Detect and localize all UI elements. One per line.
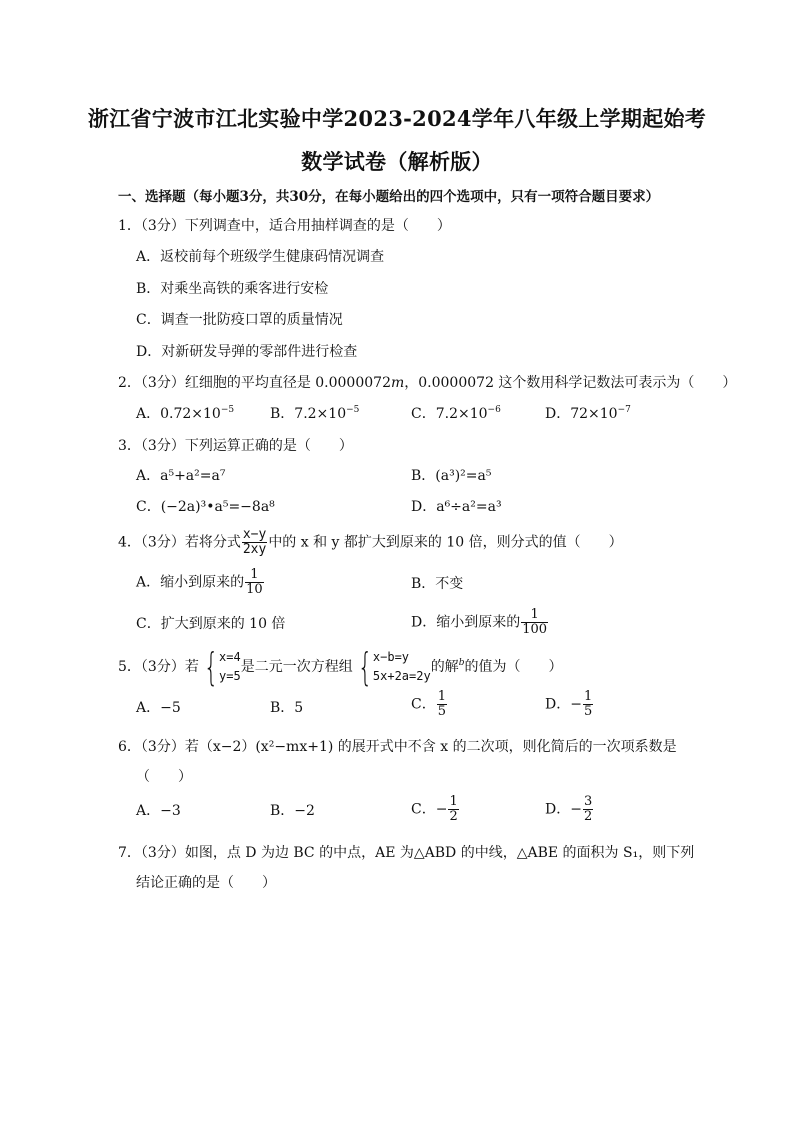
question-4-option-a bbox=[136, 568, 265, 597]
question-4-fraction-denominator: 2xy bbox=[242, 542, 267, 557]
question-2-stem bbox=[118, 373, 736, 393]
question-1-option-a: A．返校前每个班级学生健康码情况调查 bbox=[136, 249, 385, 265]
question-2-option-c-base: C．7.2×10 bbox=[411, 406, 488, 422]
question-2-suffix: ，0.0000072 这个数用科学记数法可表示为（ ） bbox=[404, 375, 737, 391]
question-6-option-c-fraction bbox=[448, 795, 458, 824]
fraction-denominator: 2 bbox=[583, 809, 593, 824]
question-5-suffix-b: 的值为（ ） bbox=[464, 659, 563, 675]
question-2-option-a-exponent: −5 bbox=[220, 405, 235, 415]
equation-line-1: x−b=y bbox=[372, 650, 410, 664]
question-6-option-b: B．−2 bbox=[270, 803, 315, 819]
question-6-option-d-text: D．− bbox=[545, 801, 582, 818]
fraction-numerator: 1 bbox=[521, 608, 548, 623]
question-4-option-c: C．扩大到原来的 10 倍 bbox=[136, 616, 286, 632]
question-2-option-a bbox=[136, 404, 234, 424]
question-5-variable: b bbox=[458, 658, 465, 668]
question-4-option-a-text: A．缩小到原来的 bbox=[136, 574, 245, 591]
question-2-option-d-base: D．72×10 bbox=[545, 406, 618, 422]
question-6-option-d bbox=[545, 795, 594, 824]
fraction-denominator: 100 bbox=[522, 622, 548, 637]
question-4-suffix: 中的 x 和 y 都扩大到原来的 10 倍，则分式的值（ ） bbox=[268, 534, 623, 551]
question-3-option-b: B．(a³)²=a⁵ bbox=[411, 468, 492, 484]
question-3-stem: 3．（3分）下列运算正确的是（ ） bbox=[118, 438, 353, 454]
question-6-option-d-fraction bbox=[583, 795, 593, 824]
question-6-line-2: （ ） bbox=[136, 769, 192, 785]
solution-line-2: y=5 bbox=[219, 669, 241, 683]
question-4-option-d-fraction bbox=[521, 608, 548, 637]
question-4-stem bbox=[118, 528, 623, 557]
question-2-option-b-exponent: −5 bbox=[346, 405, 360, 415]
question-3-option-a: A．a⁵+a²=a⁷ bbox=[136, 468, 226, 484]
question-1-option-b: B．对乘坐高铁的乘客进行安检 bbox=[136, 281, 329, 297]
question-3-option-c: C．(−2a)³•a⁵=−8a⁸ bbox=[136, 499, 275, 515]
solution-line-1: x=4 bbox=[219, 650, 241, 664]
question-6-option-a: A．−3 bbox=[136, 803, 181, 819]
fraction-denominator: 5 bbox=[583, 704, 593, 719]
brace-left-icon: { bbox=[357, 645, 373, 689]
question-2-option-b bbox=[270, 404, 359, 424]
equation-line-2: 5x+2a=2y bbox=[372, 669, 431, 683]
question-6-option-c bbox=[411, 795, 460, 824]
question-2-option-a-base: A．0.72×10 bbox=[136, 406, 221, 422]
question-5-option-d bbox=[545, 690, 594, 719]
brace-left-icon: { bbox=[203, 645, 219, 689]
question-2-option-b-base: B．7.2×10 bbox=[270, 406, 347, 422]
question-6-option-c-text: C．− bbox=[411, 801, 448, 818]
question-5-option-d-fraction bbox=[583, 690, 593, 719]
question-5-suffix-a: 的解 bbox=[430, 659, 459, 675]
fraction-numerator: 1 bbox=[437, 689, 446, 704]
question-4-option-d bbox=[411, 608, 549, 637]
fraction-numerator: 1 bbox=[245, 568, 264, 583]
question-2-option-d-exponent: −7 bbox=[617, 405, 631, 415]
question-5-option-c bbox=[411, 690, 448, 719]
question-2-option-d bbox=[545, 404, 631, 424]
section-heading: 一、选择题（每小题3分，共30分，在每小题给出的四个选项中，只有一项符合题目要求） bbox=[118, 189, 660, 205]
question-2-option-c-exponent: −6 bbox=[487, 405, 501, 415]
question-2-option-c bbox=[411, 404, 501, 424]
question-5-option-c-text: C． bbox=[411, 696, 436, 713]
fraction-denominator: 2 bbox=[449, 809, 458, 824]
question-4-prefix: 4．（3分）若将分式 bbox=[118, 534, 241, 551]
fraction-numerator: 3 bbox=[583, 794, 593, 809]
question-5-prefix: 5．（3分）若 bbox=[118, 659, 199, 675]
question-7-line-1: 7．（3分）如图，点 D 为边 BC 的中点，AE 为△ABD 的中线，△ABE 的面积为 S₁，则下列 bbox=[118, 845, 695, 861]
question-5-system bbox=[373, 648, 431, 686]
question-1-option-d: D．对新研发导弹的零部件进行检查 bbox=[136, 344, 358, 360]
question-5-option-d-text: D．− bbox=[545, 696, 582, 713]
question-2-prefix: 2．（3分）红细胞的平均直径是 0.0000072 bbox=[118, 375, 391, 391]
question-5-middle: 是二元一次方程组 bbox=[240, 659, 353, 675]
fraction-denominator: 10 bbox=[246, 582, 263, 597]
question-7-line-2: 结论正确的是（ ） bbox=[136, 875, 276, 891]
question-3-option-d: D．a⁶÷a²=a³ bbox=[411, 499, 502, 515]
question-4-option-d-text: D．缩小到原来的 bbox=[411, 614, 521, 631]
question-4-option-b: B．不变 bbox=[411, 576, 464, 592]
question-4-fraction-numerator: x−y bbox=[242, 527, 267, 542]
question-2-variable: m bbox=[390, 375, 405, 391]
question-1-stem: 1．（3分）下列调查中，适合用抽样调查的是（ ） bbox=[118, 218, 451, 234]
fraction-numerator: 1 bbox=[583, 689, 593, 704]
question-5-option-c-fraction bbox=[437, 690, 447, 719]
exam-title: 浙江省宁波市江北实验中学2023-2024学年八年级上学期起始考 bbox=[87, 106, 707, 131]
question-5-solution bbox=[219, 648, 241, 686]
fraction-denominator: 5 bbox=[437, 704, 446, 719]
question-1-option-c: C．调查一批防疫口罩的质量情况 bbox=[136, 312, 343, 328]
question-5-stem bbox=[118, 645, 563, 689]
exam-subtitle: 数学试卷（解析版） bbox=[301, 149, 493, 174]
question-5-option-b: B．5 bbox=[270, 700, 304, 716]
question-4-fraction bbox=[242, 528, 267, 557]
question-6-line-1: 6．（3分）若（x−2）(x²−mx+1) 的展开式中不含 x 的二次项，则化简后的一次项系数是 bbox=[118, 739, 677, 755]
question-5-option-a: A．−5 bbox=[136, 700, 181, 716]
question-4-option-a-fraction bbox=[245, 568, 264, 597]
fraction-numerator: 1 bbox=[449, 794, 458, 809]
